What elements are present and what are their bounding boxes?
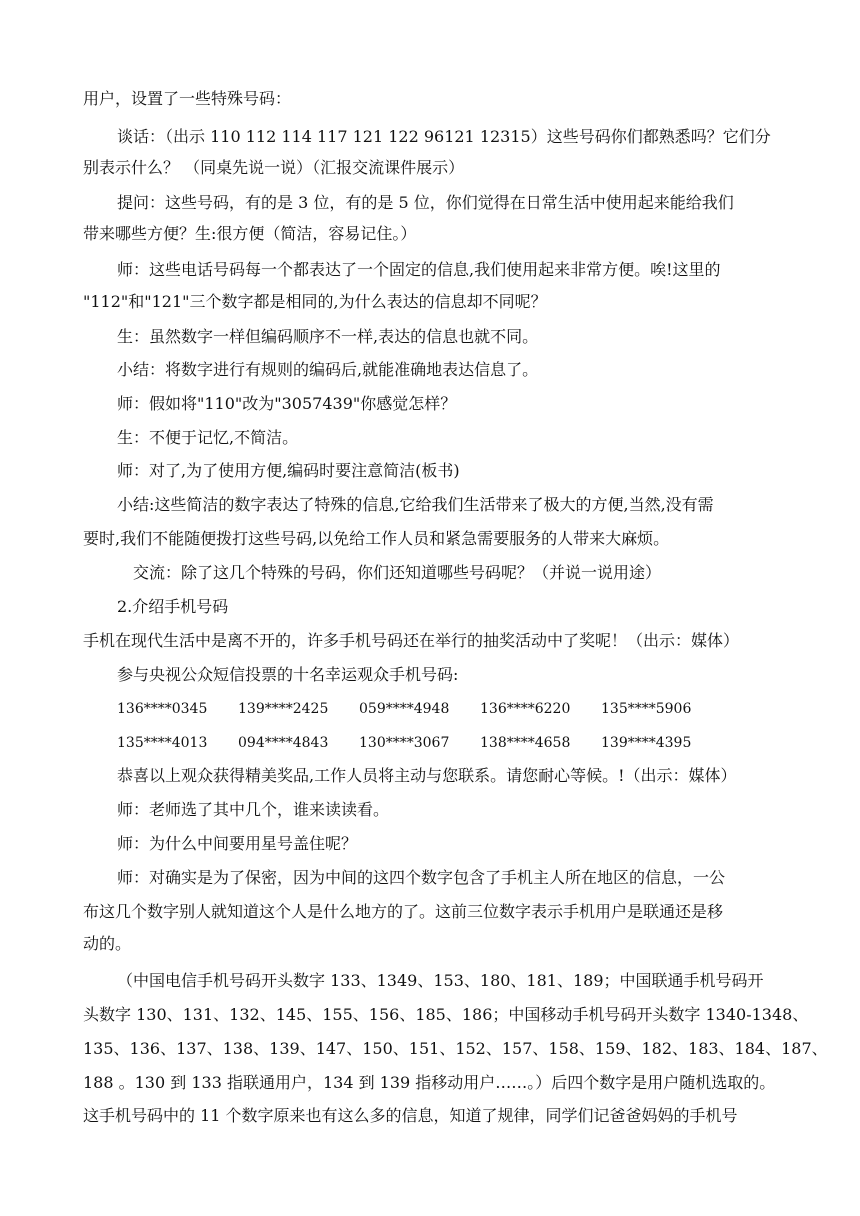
phone-number: 136****6220	[480, 701, 571, 717]
paragraph-line: 参与央视公众短信投票的十名幸运观众手机号码:	[117, 665, 459, 684]
phone-number: 136****0345	[117, 701, 208, 717]
paragraph-line: 师：老师选了其中几个，谁来读读看。	[117, 800, 390, 819]
phone-list-row-1	[117, 699, 817, 721]
paragraph-line: 恭喜以上观众获得精美奖品,工作人员将主动与您联系。请您耐心等候。!（出示：媒体）	[117, 766, 737, 785]
paragraph-line: 头数字 130、131、132、145、155、156、185、186；中国移动手机号码开头数字 1340-1348、	[83, 1005, 809, 1024]
phone-number: 139****4395	[601, 735, 692, 751]
paragraph-line: 交流：除了这几个特殊的号码，你们还知道哪些号码呢？（并说一说用途）	[133, 563, 662, 582]
paragraph-line: 师：对了,为了使用方便,编码时要注意简洁(板书)	[117, 461, 460, 480]
paragraph-line: 师：假如将"110"改为"3057439"你感觉怎样？	[117, 394, 457, 413]
phone-number: 138****4658	[480, 735, 571, 751]
phone-number: 139****2425	[238, 701, 329, 717]
paragraph-line: 谈话：（出示 110 112 114 117 121 122 96121 12315）这些号码你们都熟悉吗？它们分	[117, 127, 771, 146]
paragraph-line: 手机在现代生活中是离不开的，许多手机号码还在举行的抽奖活动中了奖呢！（出示：媒体）	[83, 631, 740, 650]
paragraph-line: （中国电信手机号码开头数字 133、1349、153、180、181、189；中国联通手机号码开	[117, 971, 764, 990]
paragraph-line: 用户，设置了一些特殊号码：	[83, 89, 292, 108]
paragraph-line: 别表示什么？ （同桌先说一说）（汇报交流课件展示）	[83, 158, 465, 177]
paragraph-line: 师：对确实是为了保密，因为中间的这四个数字包含了手机主人所在地区的信息，一公	[117, 868, 726, 887]
phone-number: 135****4013	[117, 735, 208, 751]
paragraph-line: 生：虽然数字一样但编码顺序不一样,表达的信息也就不同。	[117, 327, 539, 346]
phone-number: 135****5906	[601, 701, 692, 717]
paragraph-line: 提问：这些号码，有的是 3 位，有的是 5 位，你们觉得在日常生活中使用起来能给我们	[117, 193, 734, 212]
paragraph-line: 要时,我们不能随便拨打这些号码,以免给工作人员和紧急需要服务的人带来大麻烦。	[83, 529, 670, 548]
section-heading: 2.介绍手机号码	[117, 597, 229, 616]
paragraph-line: 带来哪些方便？生:很方便（简洁，容易记住。）	[83, 224, 417, 243]
paragraph-line: 师：为什么中间要用星号盖住呢？	[117, 834, 358, 853]
paragraph-line: 布这几个数字别人就知道这个人是什么地方的了。这前三位数字表示手机用户是联通还是移	[83, 902, 724, 921]
phone-number: 094****4843	[238, 735, 329, 751]
paragraph-line: 动的。	[83, 934, 132, 953]
paragraph-line: 小结：将数字进行有规则的编码后,就能准确地表达信息了。	[117, 360, 539, 379]
paragraph-line: "112"和"121"三个数字都是相同的,为什么表达的信息却不同呢？	[83, 292, 547, 311]
paragraph-line: 135、136、137、138、139、147、150、151、152、157、158、159、182、183、184、187、	[83, 1039, 828, 1058]
paragraph-line: 师：这些电话号码每一个都表达了一个固定的信息,我们使用起来非常方便。唉!这里的	[117, 260, 721, 279]
paragraph-line: 生：不便于记忆,不简洁。	[117, 428, 299, 447]
paragraph-line: 这手机号码中的 11 个数字原来也有这么多的信息，知道了规律，同学们记爸爸妈妈的手机号	[83, 1106, 738, 1125]
phone-number: 059****4948	[359, 701, 450, 717]
phone-number: 130****3067	[359, 735, 450, 751]
phone-list-row-2	[117, 733, 817, 755]
paragraph-line: 188 。130 到 133 指联通用户，134 到 139 指移动用户……。）后四个数字是用户随机选取的。	[83, 1073, 776, 1092]
paragraph-line: 小结:这些简洁的数字表达了特殊的信息,它给我们生活带来了极大的方便,当然,没有需	[117, 495, 714, 514]
